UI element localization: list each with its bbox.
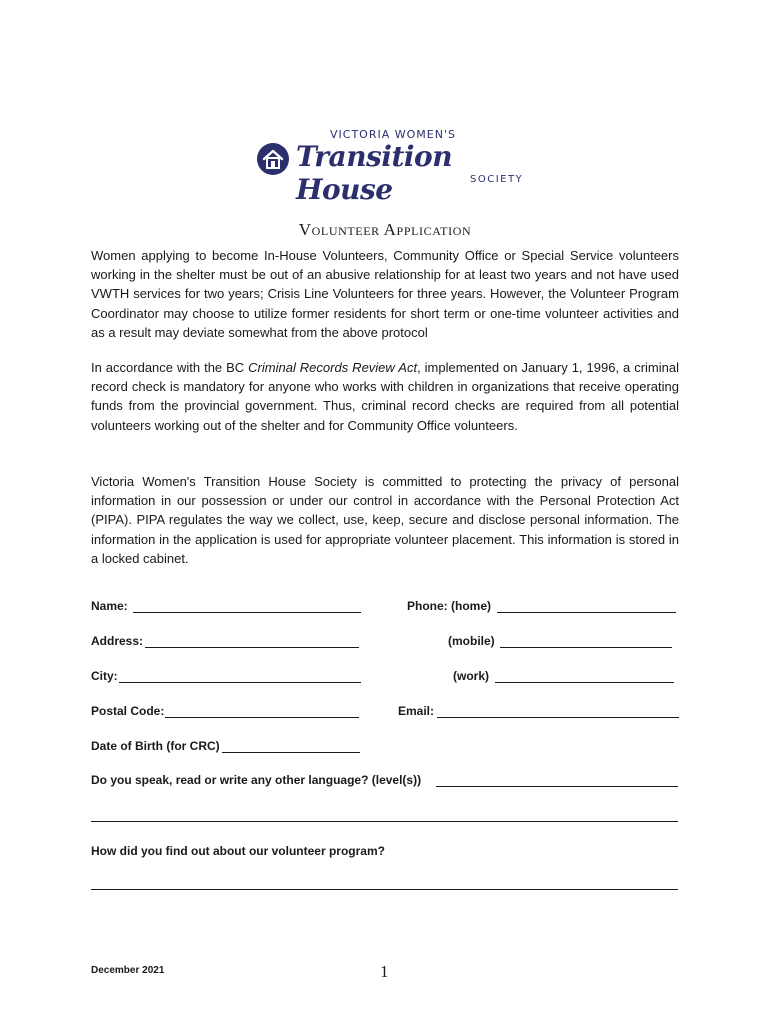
address-label: Address:	[91, 634, 144, 648]
email-field[interactable]	[437, 717, 679, 718]
phone-work-field[interactable]	[495, 682, 674, 683]
privacy-paragraph: Victoria Women's Transition House Society is committed to protecting the privacy of personal information in our possession or under our control in accordance with the Personal Protection Act (PIPA). PIPA regulates the way we collect, use, keep, secure and disclose personal information. The information in the application is used for appropriate volunteer placement. This information is stored in a locked cabinet.	[91, 474, 679, 566]
phone-home-label: Phone: (home)	[407, 599, 491, 613]
postal-code-field[interactable]	[165, 717, 359, 718]
footer-date: December 2021	[91, 965, 165, 976]
name-field[interactable]	[133, 612, 361, 613]
logo-line-2: Transition House	[296, 140, 453, 206]
language-field-continued[interactable]	[91, 821, 678, 822]
eligibility-paragraph: Women applying to become In-House Volunteers, Community Office or Special Service volunteers working in the shelter must be out of an abusive relationship for at least two years and not have used VWTH services for two years; Crisis Line Volunteers for three years. However, the Volunteer Program Coordinator may choose to utilize former residents for short term or one-time volunteer activities and as a result may deviate somewhat from the above protocol	[91, 248, 679, 340]
criminal-record-text-end: , implemented on January 1, 1996, a criminal record check is mandatory for anyone who works with children in organizations that receive operating funds from the provincial government. Thus, criminal record checks are required from all potential volunteers working out of the shelter and for Community Office volunteers.	[91, 360, 680, 433]
organization-logo	[256, 126, 524, 206]
phone-home-field[interactable]	[497, 612, 676, 613]
email-label: Email:	[398, 704, 435, 718]
logo-line-3: SOCIETY	[470, 174, 524, 185]
page-number: 1	[380, 962, 389, 981]
phone-work-label: (work)	[453, 669, 489, 683]
house-logo-icon	[256, 142, 290, 176]
act-name: Criminal Records Review Act	[248, 360, 418, 375]
referral-source-field[interactable]	[91, 889, 678, 890]
city-label: City:	[91, 669, 118, 683]
postal-code-label: Postal Code:	[91, 704, 165, 718]
phone-mobile-label: (mobile)	[448, 634, 495, 648]
document-title: Volunteer Application	[298, 220, 472, 239]
criminal-record-text-start: In accordance with the BC	[91, 360, 249, 375]
phone-mobile-field[interactable]	[500, 647, 672, 648]
language-label: Do you speak, read or write any other language? (level(s))	[91, 773, 422, 787]
date-of-birth-field[interactable]	[222, 752, 360, 753]
referral-source-label: How did you find out about our volunteer program?	[91, 844, 385, 858]
city-field[interactable]	[119, 682, 361, 683]
criminal-record-paragraph	[91, 358, 679, 435]
language-field[interactable]	[436, 786, 678, 787]
address-field[interactable]	[145, 647, 359, 648]
name-label: Name:	[91, 599, 128, 613]
date-of-birth-label: Date of Birth (for CRC)	[91, 739, 220, 753]
logo-line-1: VICTORIA WOMEN'S	[330, 128, 456, 141]
